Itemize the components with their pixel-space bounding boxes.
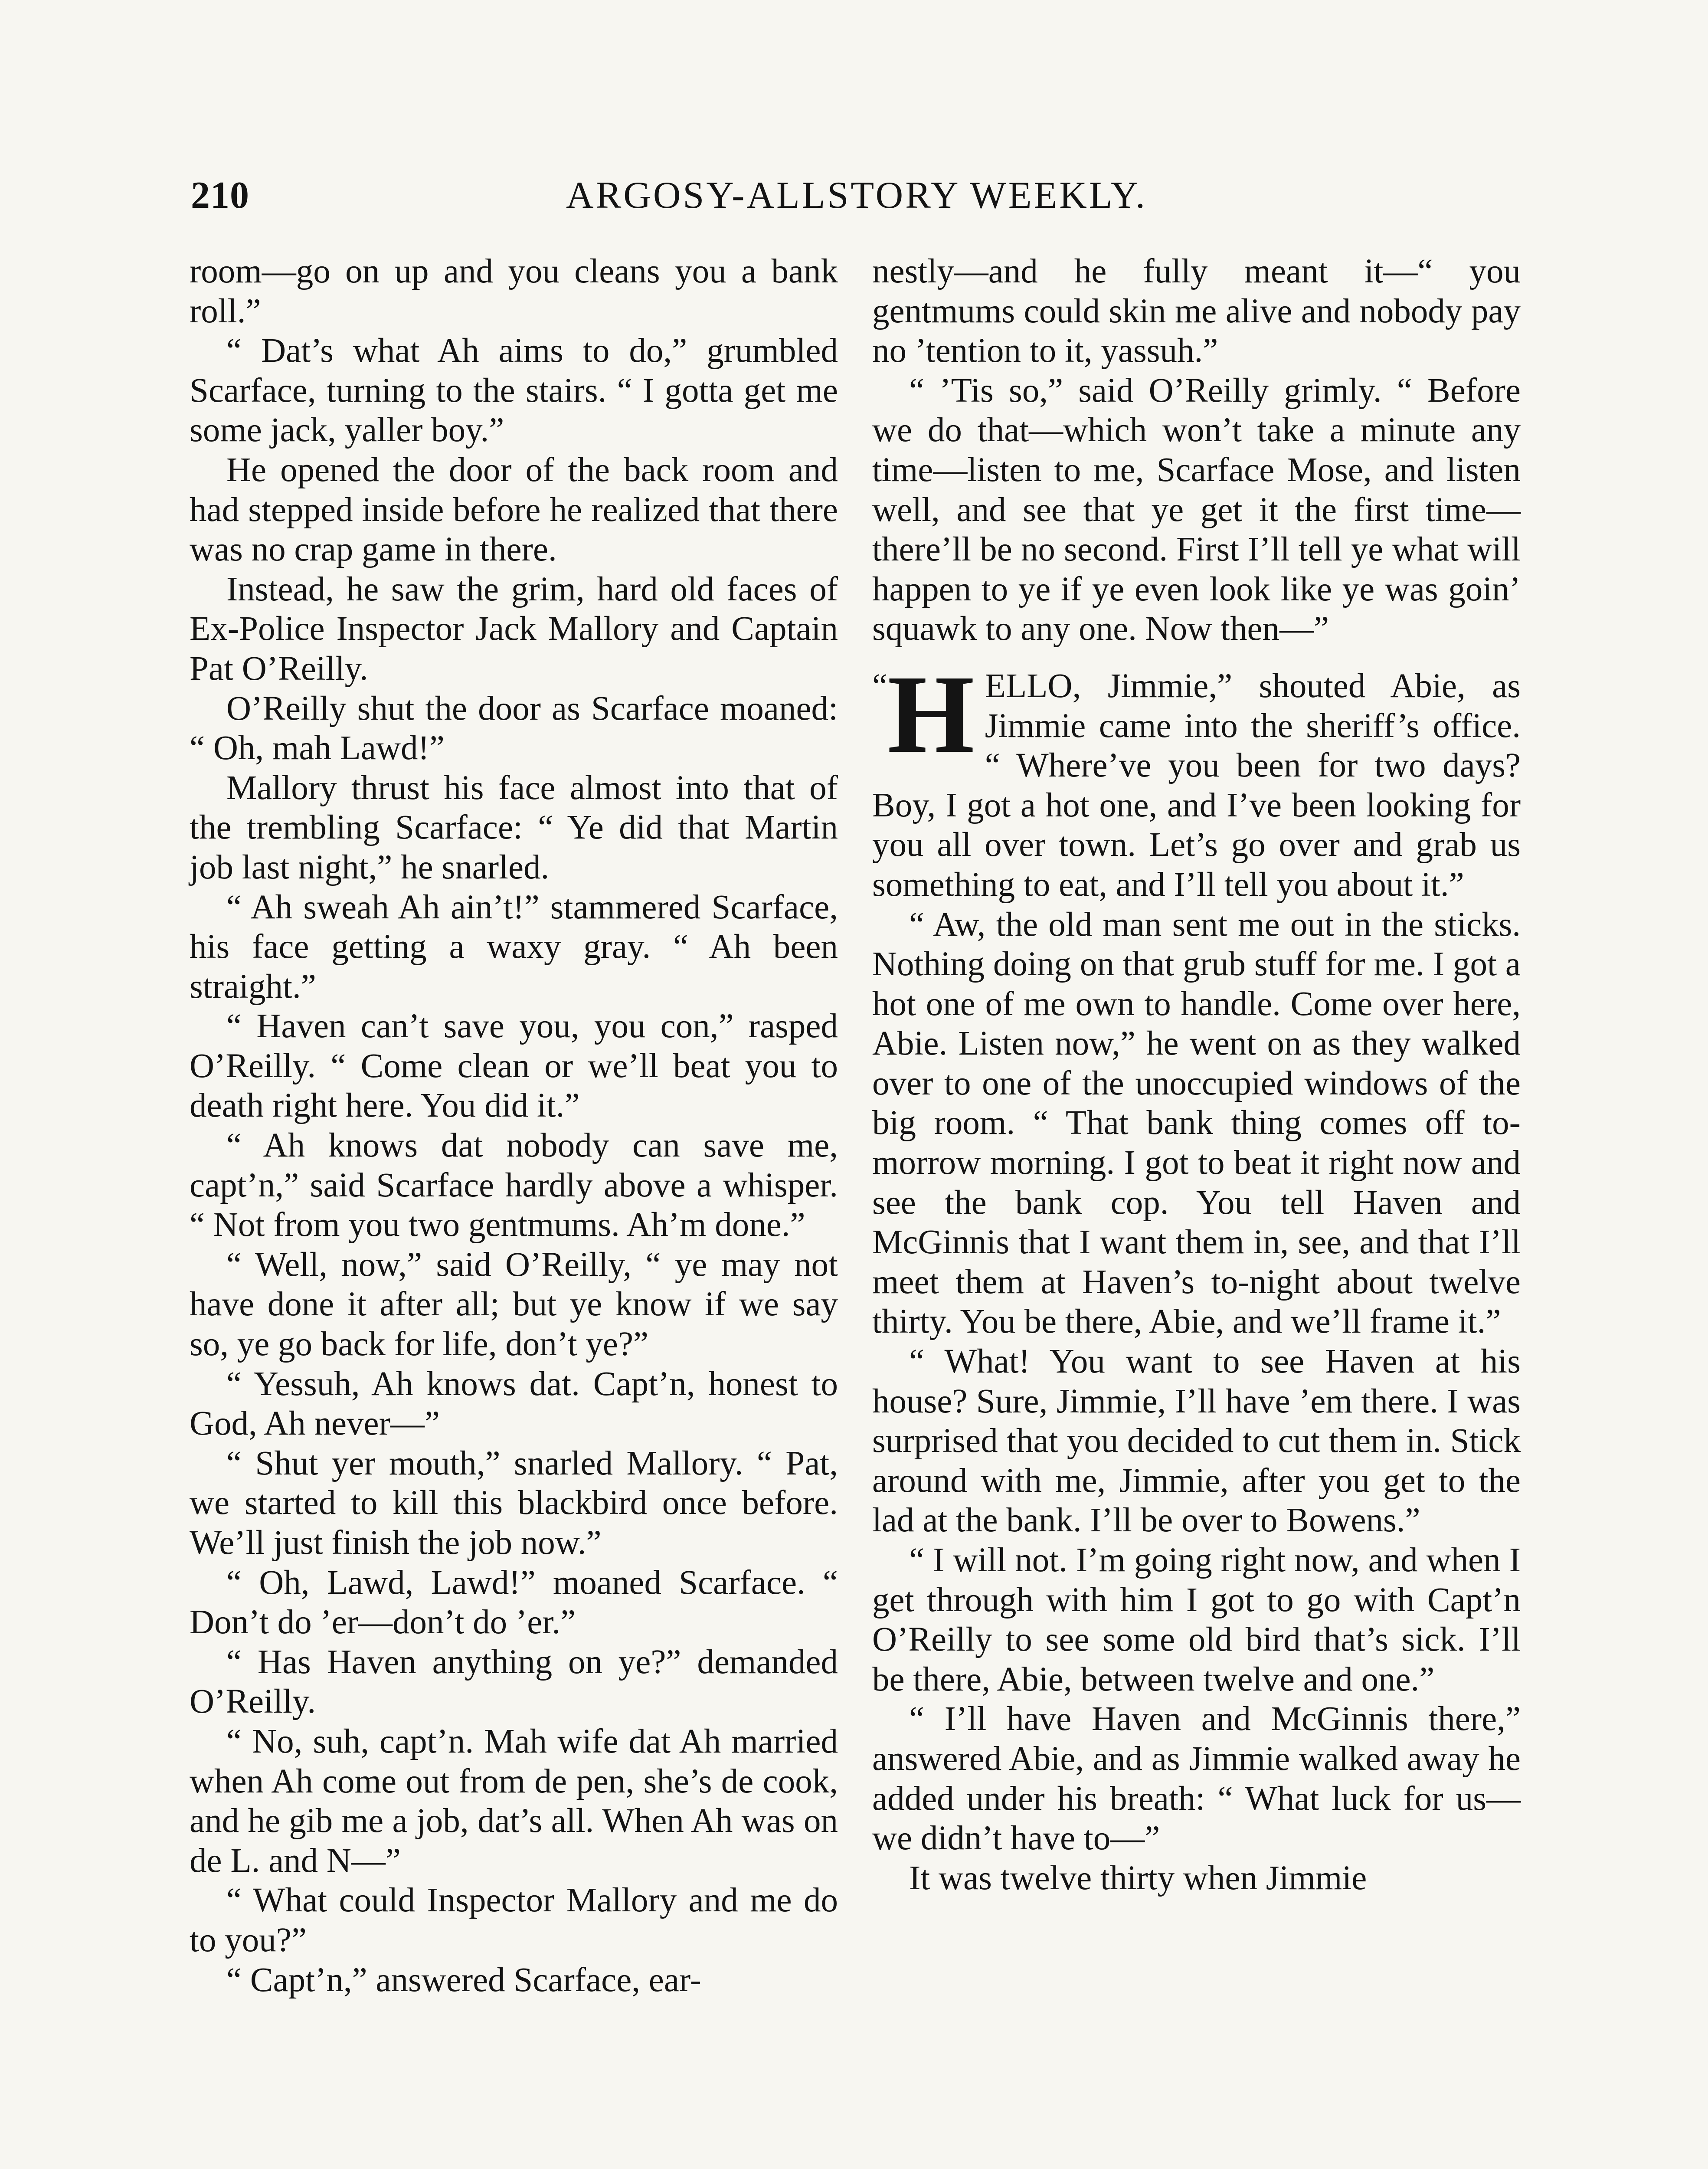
paragraph: “ ’Tis so,” said O’Reilly grimly. “ Before we do that—which won’t take a minute any time—listen to me, Scarface Mose, and listen well, and see that ye get it the first time—there’ll be no second. First I’ll tell ye what will happen to ye if ye even look like ye was goin’ squawk to any one. Now then—”	[872, 371, 1521, 648]
paragraph: Instead, he saw the grim, hard old faces of Ex-Police Inspector Jack Mallory and Captain Pat O’Reilly.	[190, 570, 838, 688]
paragraph: “ Ah knows dat nobody can save me, capt’n,” said Scarface hardly above a whisper. “ Not from you two gentmums. Ah’m done.”	[190, 1127, 838, 1244]
paragraph: “ No, suh, capt’n. Mah wife dat Ah married when Ah come out from de pen, she’s de cook, and he gib me a job, dat’s all. When Ah was on de L. and N—”	[190, 1722, 838, 1880]
paragraph: “ Haven can’t save you, you con,” rasped O’Reilly. “ Come clean or we’ll beat you to death right here. You did it.”	[190, 1007, 838, 1125]
left-column	[190, 252, 838, 2000]
paragraph: “ What could Inspector Mallory and me do to you?”	[190, 1881, 838, 1959]
paragraph: “ Ah sweah Ah ain’t!” stammered Scarface, his face getting a waxy gray. “ Ah been straight.”	[190, 888, 838, 1006]
paragraph: nestly—and he fully meant it—“ you gentmums could skin me alive and nobody pay no ’tention to it, yassuh.”	[872, 252, 1521, 370]
paragraph: He opened the door of the back room and had stepped inside before he realized that there was no crap game in there.	[190, 451, 838, 569]
section-opening-paragraph	[872, 652, 1521, 905]
paragraph: “ I will not. I’m going right now, and when I get through with him I got to go with Capt’n O’Reilly to see some old bird that’s sick. I’ll be there, Abie, between twelve and one.”	[872, 1541, 1521, 1698]
paragraph: It was twelve thirty when Jimmie	[909, 1859, 1367, 1897]
paragraph: “ Has Haven anything on ye?” demanded O’Reilly.	[190, 1643, 838, 1721]
paragraph: “ Aw, the old man sent me out in the sticks. Nothing doing on that grub stuff for me. I got a hot one of me own to handle. Come over here, Abie. Listen now,” he went on as they walked over to one of the unoccupied windows of the big room. “ That bank thing comes off to-morrow morning. I got to beat it right now and see the bank cop. You tell Haven and McGinnis that I want them in, see, and that I’ll meet them at Haven’s to-night about twelve thirty. You be there, Abie, and we’ll frame it.”	[872, 905, 1521, 1341]
running-title: ARGOSY-ALLSTORY WEEKLY.	[566, 174, 1147, 216]
paragraph: “ I’ll have Haven and McGinnis there,” answered Abie, and as Jimmie walked away he added under his breath: “ What luck for us—we didn’t have to—”	[872, 1700, 1521, 1858]
paragraph: Mallory thrust his face almost into that of the trembling Scarface: “ Ye did that Martin job last night,” he snarled.	[190, 769, 838, 886]
page-header	[191, 174, 1522, 230]
paragraph: “ Capt’n,” answered Scarface, ear-	[226, 1961, 701, 1999]
paragraph: “ Well, now,” said O’Reilly, “ ye may not have done it after all; but ye know if we say so, ye go back for life, don’t ye?”	[190, 1245, 838, 1363]
paragraph: “ Dat’s what Ah aims to do,” grumbled Scarface, turning to the stairs. “ I gotta get me some jack, yaller boy.”	[190, 332, 838, 449]
drop-cap: H	[887, 652, 975, 776]
paragraph: “ Shut yer mouth,” snarled Mallory. “ Pat, we started to kill this blackbird once before. We’ll just finish the job now.”	[190, 1444, 838, 1562]
paragraph: “ What! You want to see Haven at his house? Sure, Jimmie, I’ll have ’em there. I was surprised that you decided to cut them in. Stick around with me, Jimmie, after you get to the lad at the bank. I’ll be over to Bowens.”	[872, 1343, 1521, 1540]
page-number: 210	[191, 174, 249, 216]
paragraph: “ Yessuh, Ah knows dat. Capt’n, honest to God, Ah never—”	[190, 1365, 838, 1443]
paragraph: room—go on up and you cleans you a bank roll.”	[190, 252, 838, 330]
paragraph: “ Oh, Lawd, Lawd!” moaned Scarface. “ Don’t do ’er—don’t do ’er.”	[190, 1563, 838, 1641]
section-opening-text: ELLO, Jimmie,” shouted Abie, as Jimmie came into the sheriff’s office. “ Where’ve you been for two days? Boy, I got a hot one, and I’ve been looking for you all over town. Let’s go over and grab us something to eat, and I’ll tell you about it.”	[872, 667, 1521, 904]
right-column	[872, 252, 1521, 1898]
paragraph: O’Reilly shut the door as Scarface moaned: “ Oh, mah Lawd!”	[190, 689, 838, 767]
opening-quote: “	[872, 667, 888, 705]
